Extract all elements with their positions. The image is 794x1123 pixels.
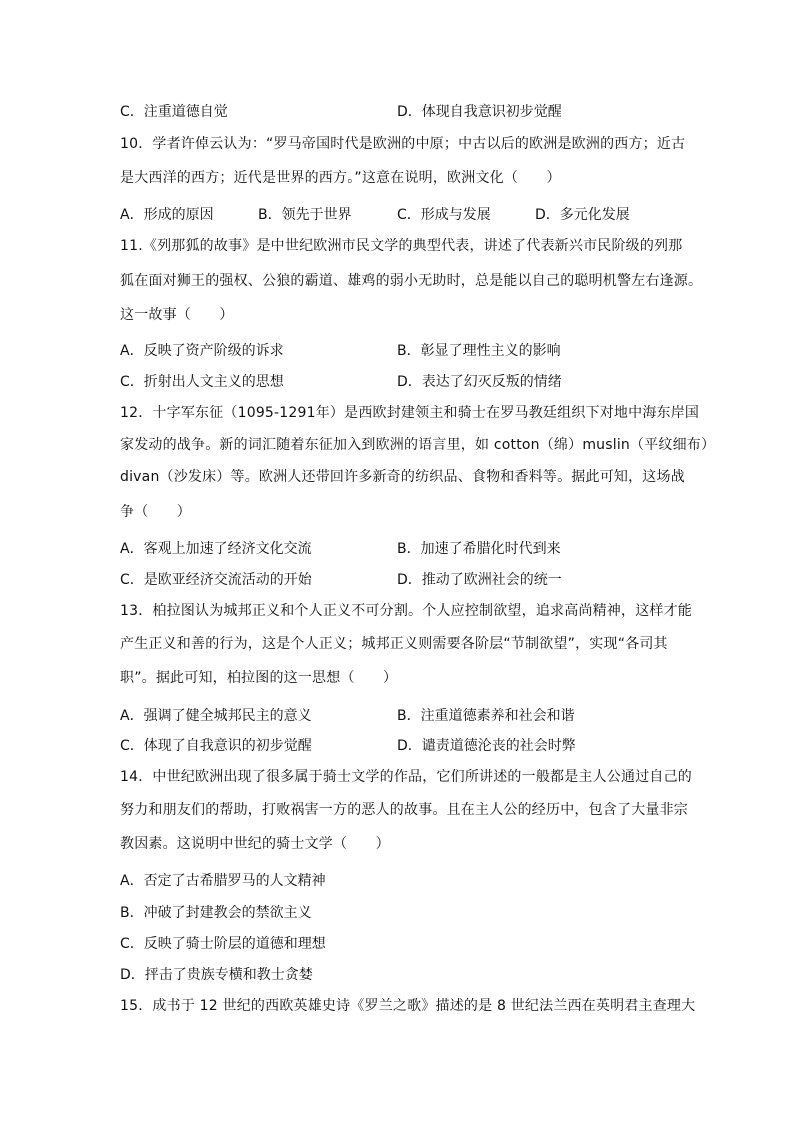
q11-option-a: A．反映了资产阶级的诉求	[120, 343, 284, 359]
q12-text-line-1: 12．十字军东征（1095-1291年）是西欧封建领主和骑士在罗马教廷组织下对地中海东岸国	[120, 405, 700, 421]
q12-option-c: C．是欧亚经济交流活动的开始	[120, 572, 312, 588]
q12-option-d: D．推动了欧洲社会的统一	[397, 572, 562, 588]
q15-text-line-1: 15．成书于 12 世纪的西欧英雄史诗《罗兰之歌》描述的是 8 世纪法兰西在英明君主查理大	[120, 998, 696, 1014]
q13-option-d: D．谴责道德沦丧的社会时弊	[397, 738, 576, 754]
q11-option-c: C．折射出人文主义的思想	[120, 374, 284, 390]
q11-text-line-3: 这一故事（ ）	[120, 307, 234, 323]
q14-option-d: D．抨击了贵族专横和教士贪婪	[120, 967, 313, 983]
q14-text-line-2: 努力和朋友们的帮助，打败祸害一方的恶人的故事。且在主人公的经历中，包含了大量非宗	[120, 802, 688, 818]
q14-text-line-1: 14．中世纪欧洲出现了很多属于骑士文学的作品，它们所讲述的一般都是主人公通过自己的	[120, 769, 693, 785]
q9-option-d: D．体现自我意识初步觉醒	[397, 104, 562, 120]
q11-option-b: B．彰显了理性主义的影响	[397, 343, 561, 359]
q11-text-line-1: 11.《列那狐的故事》是中世纪欧洲市民文学的典型代表，讲述了代表新兴市民阶级的列那	[120, 238, 683, 254]
q13-option-b: B．注重道德素养和社会和谐	[397, 708, 575, 724]
q13-text-line-3: 职”。据此可知，柏拉图的这一思想（ ）	[120, 670, 398, 686]
q13-text-line-2: 产生正义和善的行为，这是个人正义；城邦正义则需要各阶层“节制欲望”，实现“各司其	[120, 636, 668, 652]
q14-option-a: A．否定了古希腊罗马的人文精神	[120, 873, 326, 889]
q12-text-line-3: divan（沙发床）等。欧洲人还带回许多新奇的纺织品、食物和香料等。据此可知，这场战	[120, 469, 685, 485]
q10-text-line-1: 10．学者许倬云认为：“罗马帝国时代是欧洲的中原；中古以后的欧洲是欧洲的西方；近古	[120, 136, 686, 152]
q10-option-b: B．领先于世界	[258, 207, 352, 223]
q10-text-line-2: 是大西洋的西方；近代是世界的西方。”这意在说明，欧洲文化（ ）	[120, 170, 561, 186]
q9-option-c: C．注重道德自觉	[120, 104, 228, 120]
q12-text-line-4: 争（ ）	[120, 504, 191, 520]
q13-option-c: C．体现了自我意识的初步觉醒	[120, 738, 312, 754]
q14-option-c: C．反映了骑士阶层的道德和理想	[120, 936, 326, 952]
q12-option-a: A．客观上加速了经济文化交流	[120, 541, 312, 557]
q11-option-d: D．表达了幻灭反叛的情绪	[397, 374, 562, 390]
q11-text-line-2: 狐在面对狮王的强权、公狼的霸道、雄鸡的弱小无助时，总是能以自己的聪明机警左右逢源。	[120, 273, 703, 289]
q14-option-b: B．冲破了封建教会的禁欲主义	[120, 905, 312, 921]
q10-option-c: C．形成与发展	[397, 207, 491, 223]
q10-option-a: A．形成的原因	[120, 207, 214, 223]
q12-option-b: B．加速了希腊化时代到来	[397, 541, 561, 557]
q10-option-d: D．多元化发展	[535, 207, 630, 223]
q12-text-line-2: 家发动的战争。新的词汇随着东征加入到欧洲的语言里，如 cotton（绵）muslin（平纹细布）	[120, 437, 716, 453]
q13-option-a: A．强调了健全城邦民主的意义	[120, 708, 312, 724]
q14-text-line-3: 教因素。这说明中世纪的骑士文学（ ）	[120, 836, 390, 852]
q13-text-line-1: 13．柏拉图认为城邦正义和个人正义不可分割。个人应控制欲望，追求高尚精神，这样才能	[120, 603, 693, 619]
